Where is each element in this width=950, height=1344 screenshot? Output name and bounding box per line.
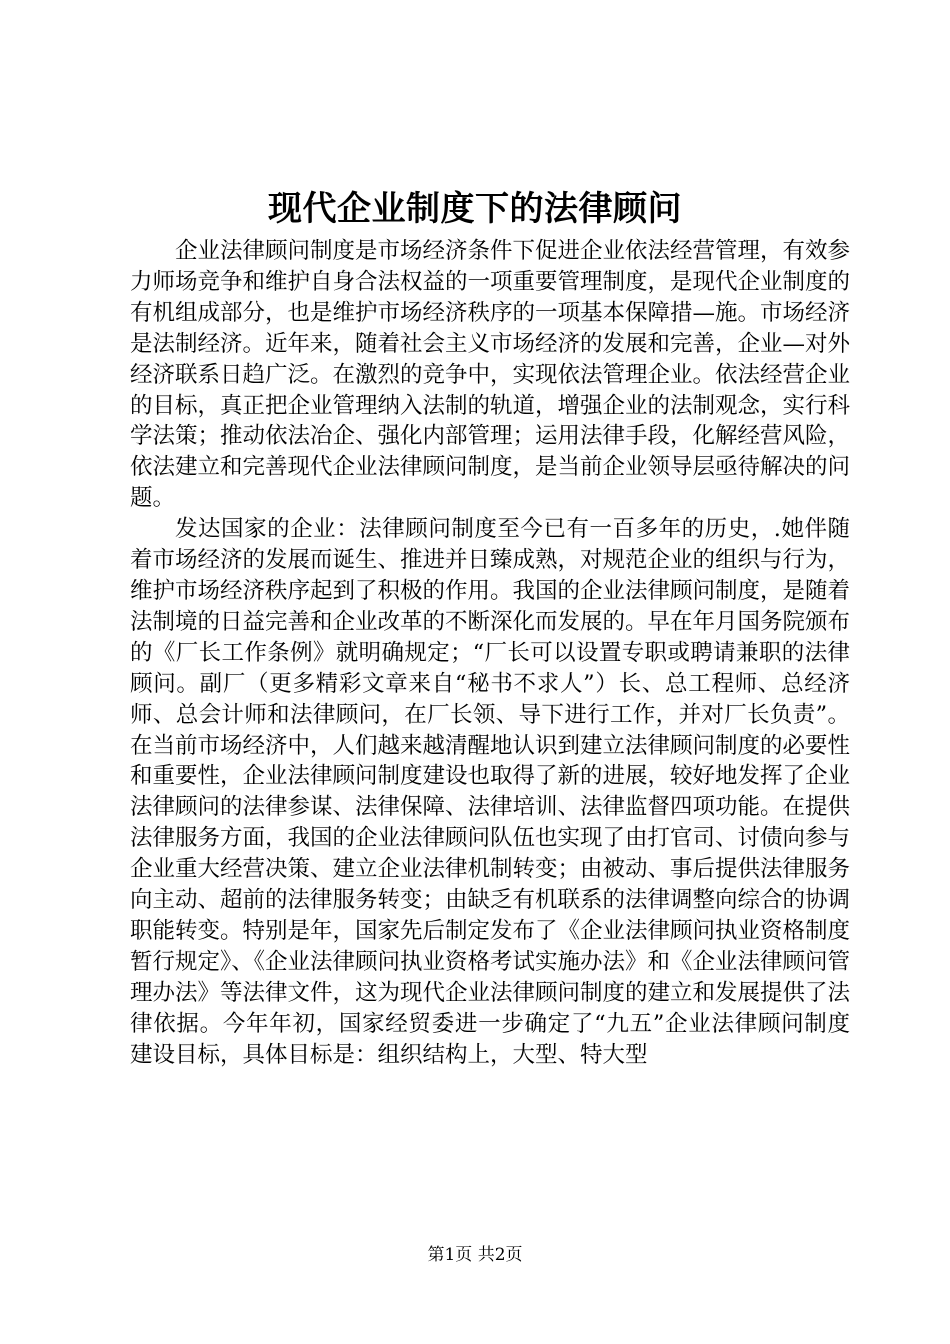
document-body: [130, 236, 850, 1070]
document-title: 现代企业制度下的法律顾问: [268, 189, 682, 229]
paragraph-2: 发达国家的企业：法律顾问制度至今已有一百多年的历史，.她伴随着市场经济的发展而诞生、推进并日臻成熟，对规范企业的组织与行为，维护市场经济秩序起到了积极的作用。我国的企业法律顾问制度，是随着法制境的日益完善和企业改革的不断深化而发展的。早在年月国务院颁布的《厂长工作条例》就明确规定；“厂长可以设置专职或聘请兼职的法律顾问。副厂（更多精彩文章来自“秘书不求人”）长、总工程师、总经济师、总会计师和法律顾问，在厂长领、导下进行工作，并对厂长负责”。在当前市场经济中，人们越来越清醒地认识到建立法律顾问制度的必要性和重要性，企业法律顾问制度建设也取得了新的进展，较好地发挥了企业法律顾问的法律参谋、法律保障、法律培训、法律监督四项功能。在提供法律服务方面，我国的企业法律顾问队伍也实现了由打官司、讨债向参与企业重大经营决策、建立企业法律机制转变；由被动、事后提供法律服务向主动、超前的法律服务转变；由缺乏有机联系的法律调整向综合的协调职能转变。特别是年，国家先后制定发布了《企业法律顾问执业资格制度暂行规定》、《企业法律顾问执业资格考试实施办法》和《企业法律顾问管理办法》等法律文件，这为现代企业法律顾问制度的建立和发展提供了法律依据。今年年初，国家经贸委进一步确定了“九五”企业法律顾问制度建设目标，具体目标是：组织结构上，大型、特大型: [130, 516, 851, 1068]
page-footer: 第1页 共2页: [427, 1245, 523, 1265]
paragraph-1: 企业法律顾问制度是市场经济条件下促进企业依法经营管理，有效参力师场竞争和维护自身合法权益的一项重要管理制度，是现代企业制度的有机组成部分，也是维护市场经济秩序的一项基本保障措—施。市场经济是法制经济。近年来，随着社会主义市场经济的发展和完善，企业—对外经济联系日趋广泛。在激烈的竞争中，实现依法管理企业。依法经营企业的目标，真正把企业管理纳入法制的轨道，增强企业的法制观念，实行科学法策；推动依法冶企、强化内部管理；运用法律手段，化解经营风险，依法建立和完善现代企业法律顾问制度，是当前企业领导层亟待解决的问题。: [130, 238, 851, 512]
